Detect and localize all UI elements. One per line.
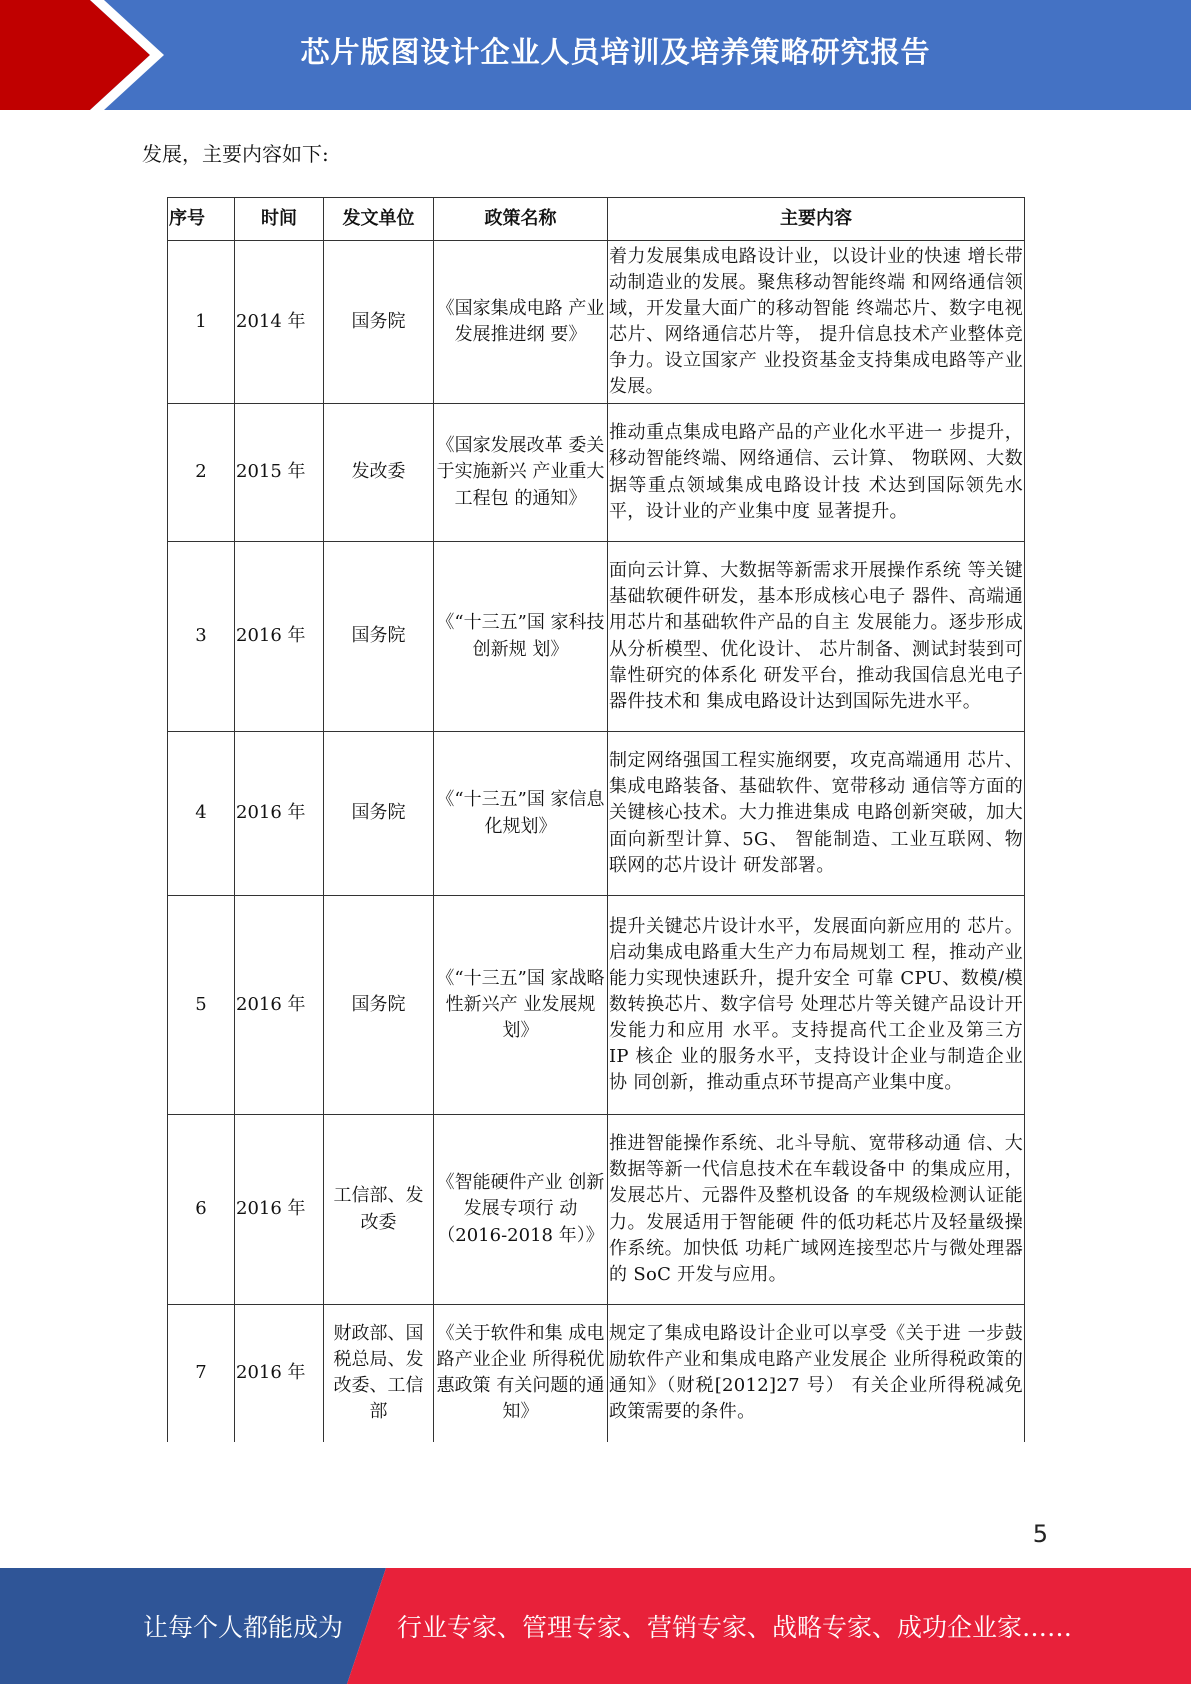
cell-time: 2016 年 <box>235 1305 324 1442</box>
cell-issuer: 国务院 <box>324 896 434 1115</box>
cell-issuer: 国务院 <box>324 732 434 896</box>
table-row <box>168 542 1025 732</box>
cell-seq: 7 <box>168 1305 235 1442</box>
column-header-time: 时间 <box>235 198 324 241</box>
footer-slogan-right: 行业专家、管理专家、营销专家、战略专家、成功企业家…… <box>397 1613 1073 1642</box>
cell-seq: 2 <box>168 404 235 542</box>
column-header-issuer: 发文单位 <box>324 198 434 241</box>
cell-policy-name: 《智能硬件产业 创新发展专项行 动（2016-2018 年）》 <box>434 1115 608 1305</box>
cell-content: 提升关键芯片设计水平，发展面向新应用的 芯片。启动集成电路重大生产力布局规划工 程，推动产业能力实现快速跃升，提升安全 可靠 CPU、数模/模数转换芯片、数字信号 处理芯片等关键产品设计开发能力和应用 水平。支持提高代工企业及第三方 IP 核企 业的服务水平，支持设计企业与制造企业协 同创新，推动重点环节提高产业集中度。 <box>608 896 1025 1115</box>
cell-time: 2016 年 <box>235 732 324 896</box>
cell-seq: 4 <box>168 732 235 896</box>
cell-policy-name: 《“十三五”国 家信息化规划》 <box>434 732 608 896</box>
cell-time: 2016 年 <box>235 542 324 732</box>
cell-content: 规定了集成电路设计企业可以享受《关于进 一步鼓励软件产业和集成电路产业发展企 业所得税政策的通知》（财税[2012]27 号） 有关企业所得税减免政策需要的条件。 <box>608 1305 1025 1442</box>
column-header-seq: 序号 <box>168 198 235 241</box>
cell-issuer: 国务院 <box>324 542 434 732</box>
table-row <box>168 1305 1025 1442</box>
table-row <box>168 1115 1025 1305</box>
cell-policy-name: 《“十三五”国 家战略性新兴产 业发展规划》 <box>434 896 608 1115</box>
column-header-policy-name: 政策名称 <box>434 198 608 241</box>
cell-time: 2014 年 <box>235 241 324 404</box>
cell-content: 制定网络强国工程实施纲要，攻克高端通用 芯片、集成电路装备、基础软件、宽带移动 通信等方面的关键核心技术。大力推进集成 电路创新突破，加大面向新型计算、5G、 智能制造、工业互联网、物联网的芯片设计 研发部署。 <box>608 732 1025 896</box>
cell-content: 着力发展集成电路设计业，以设计业的快速 增长带动制造业的发展。聚焦移动智能终端 和网络通信领域，开发量大面广的移动智能 终端芯片、数字电视芯片、网络通信芯片等， 提升信息技术产业整体竞争力。设立国家产 业投资基金支持集成电路等产业发展。 <box>608 241 1025 404</box>
cell-content: 推进智能操作系统、北斗导航、宽带移动通 信、大数据等新一代信息技术在车载设备中 的集成应用，发展芯片、元器件及整机设备 的车规级检测认证能力。发展适用于智能硬 件的低功耗芯片及轻量级操作系统。加快低 功耗广域网连接型芯片与微处理器的 SoC 开发与应用。 <box>608 1115 1025 1305</box>
cell-policy-name: 《国家发展改革 委关于实施新兴 产业重大工程包 的通知》 <box>434 404 608 542</box>
cell-issuer: 国务院 <box>324 241 434 404</box>
cell-content: 面向云计算、大数据等新需求开展操作系统 等关键基础软硬件研发，基本形成核心电子 器件、高端通用芯片和基础软件产品的自主 发展能力。逐步形成从分析模型、优化设计、 芯片制备、测试封装到可靠性研究的体系化 研发平台，推动我国信息光电子器件技术和 集成电路设计达到国际先进水平。 <box>608 542 1025 732</box>
cell-seq: 5 <box>168 896 235 1115</box>
cell-issuer: 发改委 <box>324 404 434 542</box>
cell-time: 2016 年 <box>235 896 324 1115</box>
cell-time: 2015 年 <box>235 404 324 542</box>
cell-seq: 6 <box>168 1115 235 1305</box>
footer-slogan-left: 让每个人都能成为 <box>143 1613 344 1642</box>
report-title: 芯片版图设计企业人员培训及培养策略研究报告 <box>300 34 931 69</box>
intro-text: 发展，主要内容如下: <box>142 142 329 166</box>
cell-seq: 3 <box>168 542 235 732</box>
cell-seq: 1 <box>168 241 235 404</box>
table-row <box>168 404 1025 542</box>
page-number: 5 <box>1032 1520 1048 1548</box>
column-header-content: 主要内容 <box>608 198 1025 241</box>
table-row <box>168 241 1025 404</box>
cell-policy-name: 《关于软件和集 成电路产业企业 所得税优惠政策 有关问题的通 知》 <box>434 1305 608 1442</box>
table-row <box>168 896 1025 1115</box>
cell-issuer: 财政部、国税总局、发改委、工信部 <box>324 1305 434 1442</box>
cell-content: 推动重点集成电路产品的产业化水平进一 步提升，移动智能终端、网络通信、云计算、 物联网、大数据等重点领域集成电路设计技 术达到国际领先水平，设计业的产业集中度 显著提升。 <box>608 404 1025 542</box>
cell-policy-name: 《国家集成电路 产业发展推进纲 要》 <box>434 241 608 404</box>
cell-issuer: 工信部、发改委 <box>324 1115 434 1305</box>
table-header-row <box>168 198 1025 241</box>
header-banner <box>0 0 1191 110</box>
table-row <box>168 732 1025 896</box>
cell-policy-name: 《“十三五”国 家科技创新规 划》 <box>434 542 608 732</box>
cell-time: 2016 年 <box>235 1115 324 1305</box>
policy-table <box>167 197 1025 1442</box>
footer-banner <box>0 1568 1191 1684</box>
